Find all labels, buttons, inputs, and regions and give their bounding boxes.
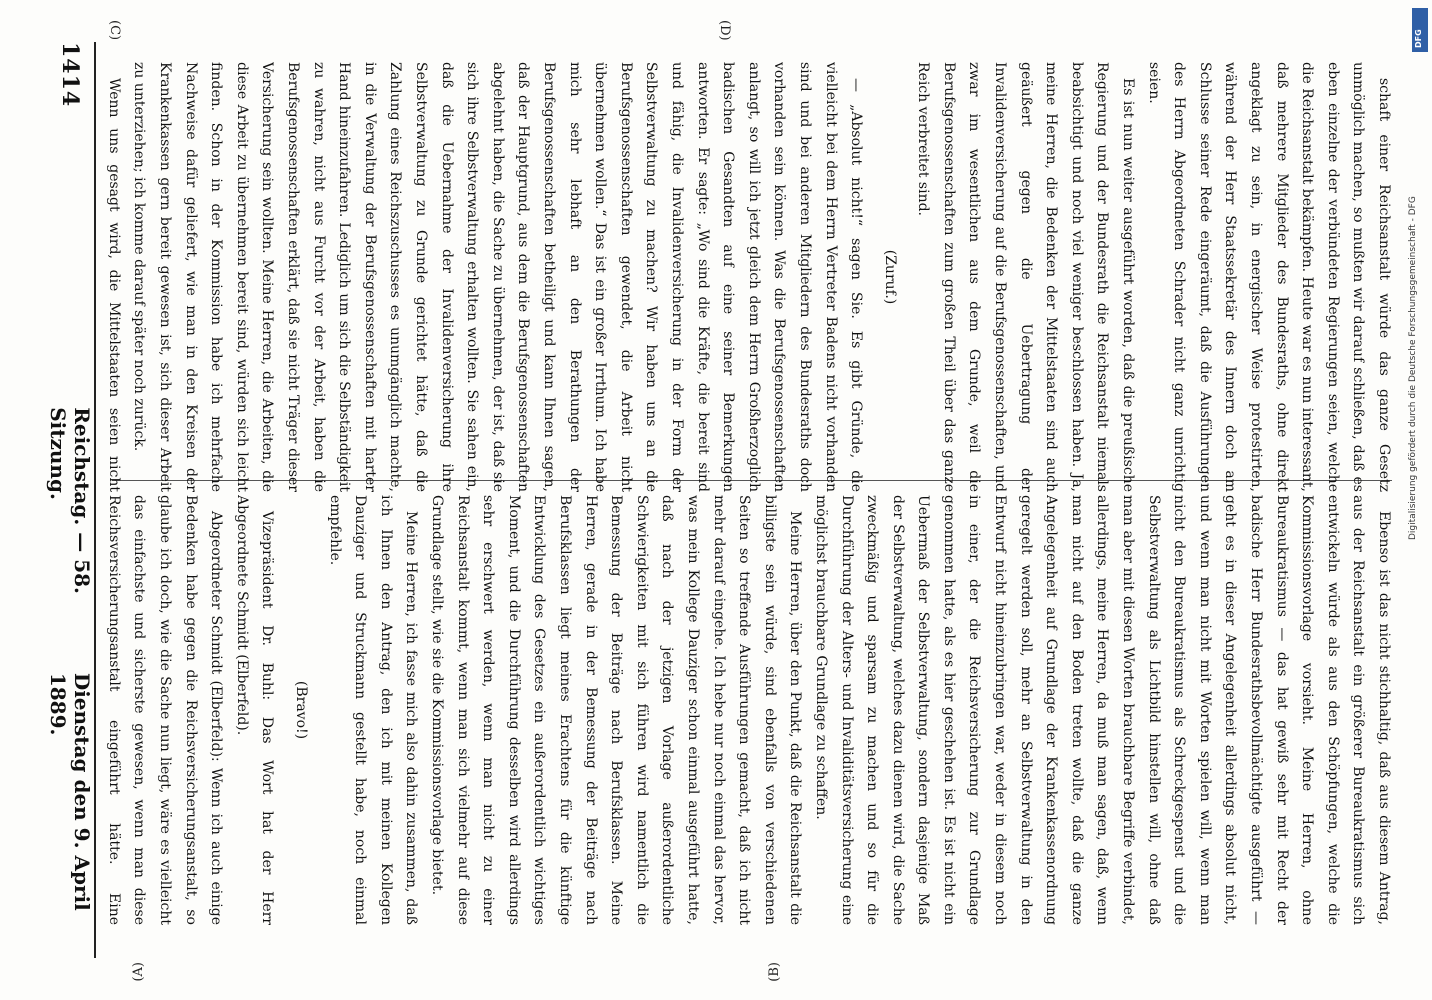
dfg-logo: DFG (1412, 8, 1428, 52)
header-rule (94, 42, 96, 958)
paragraph: Meine Herren, ich fasse mich also dahin zusammen, daß ich Ihnen den Antrag, den ich mit meinen Kollegen Dauziger und Struckmann gestellt habe, noch einmal empfehle. (326, 495, 420, 925)
paragraph: Es ist nun weiter ausgeführt worden, daß die preußische Regierung und der Bundesrath die Reichsanstalt niemals beabsichtigt und noch viel weniger beschlossen haben. Ja, meine Herren, die Bedenken der Mittelstaaten sind auch geäußert gegen die Uebertragung der Invalidenversicherung auf die Berufsgenossenschaften, und zwar im wesentlichen aus dem Grunde, weil die Berufsgenossenschaften zum großen Theil über das ganze Reich verbreitet sind. (915, 62, 1137, 492)
paragraph: Meine Herren, über den Punkt, daß die Reichsanstalt die billigste sein würde, sind ebenfalls von verschiedenen Seiten so treffende Ausführungen gemacht, daß ich nicht mehr darauf eingehe. Ich hebe nur noch einmal das hervor, was mein Kollege Dauziger schon einmal ausgeführt hatte, daß nach der jetzigen Vorlage außerordentliche Schwierigkeiten mit sich führen wird namentlich die Bemessung der Beiträge nach Berufsklassen. Meine Herren, gerade in der Bemessung der Beiträge nach Berufsklassen liegt meines Erachtens für die künftige Entwicklung des Gesetzes ein außerordentlich wichtiges Moment, und die Durchführung desselben wird allerdings sehr erschwert werden, wenn man nicht zu einer Reichsanstalt kommt, wenn man sich vielmehr auf diese Grundlage stellt, wie sie die Kommissionsvorlage bietet. (429, 495, 804, 925)
margin-marker-a: (A) (131, 962, 146, 982)
margin-marker-c: (C) (107, 20, 122, 41)
interjection-zuruf: (Zuruf.) (881, 249, 898, 305)
header-title-left: Reichstag. — 58. Sitzung. (46, 407, 94, 595)
paragraph: — „Absolut nicht!“ sagen Sie. Es gibt Gründe, die vielleicht bei dem Herrn Vertreter Badens nicht vorhanden sind und bei anderen Mitgliedern des Bundesraths doch vorhanden sein können. Was die Berufsgenossenschaften anlangt, so will ich jetzt gleich dem Herrn Großherzoglich badischen Gesandten auf eine seiner Bemerkungen antworten. Er sagte: „Wo sind die Kräfte, die bereit sind und fähig, die Invalidenversicherung in der Form der Selbstverwaltung zu machen? Wir haben uns an die Berufsgenossenschaften gewendet, die Arbeit nicht übernehmen wollen.“ Das ist ein großer Irrthum. Ich habe mich sehr lebhaft an den Berathungen der Berufsgenossenschaften betheiligt und kann Ihnen sagen, daß der Hauptgrund, aus dem die Berufsgenossenschaften abgelehnt haben, die Sache zu übernehmen, der ist, daß sie sich ihre Selbstverwaltung erhalten wollten. Sie sahen ein, daß die Uebernahme der Invalidenversicherung ihre Selbstverwaltung zu Grunde gerichtet hätte, daß die Zahlung eines Reichszuschusses es unumgänglich machte, in die Verwaltung der Berufsgenossenschaften mit harter Hand hineinzufahren. Lediglich um sich die Selbständigkeit zu wahren, nicht aus Furcht vor der Arbeit, haben die Berufsgenossenschaften erklärt, daß sie nicht Träger dieser Versicherung sein wollten. Meine Herren, die Arbeiten, die diese Arbeit zu übernehmen bereit sind, würden sich leicht finden. Schon in der Kommission habe ich mehrfache Nachweise dafür geliefert, wie man in den Kreisen der Krankenkassen gern bereit gewesen ist, sich dieser Arbeit zu unterziehen; ich komme darauf später noch zurück. (131, 62, 865, 492)
paragraph: Wenn uns gesagt wird, die Mittelstaaten seien nicht (106, 78, 122, 492)
paragraph: schaft einer Reichsanstalt würde das ganze Gesetz unmöglich machen, so mußten wir darauf schließen, daß es eben einzelne der verbündeten Regierungen seien, welche die Reichsanstalt bekämpfen. Heute war es nun interessant, daß mehrere Mitglieder des Bundesraths, ohne direkt angeklagt zu sein, in energischer Weise protestirten, während der Herr Staatssekretär des Innern doch am Schlusse seiner Rede eingeräumt, daß die Ausführungen des Herrn Abgeordneten Schrader nicht ganz unrichtig seien. (1145, 62, 1392, 492)
margin-marker-d: (D) (717, 20, 732, 41)
left-column (106, 495, 1396, 925)
page-header (46, 42, 94, 958)
paragraph: Abgeordneter Schmidt (Elberfeld): Wenn ich auch einige Bedenken habe gegen die Reichsversicherungsanstalt, so glaube ich doch, wie die Sache nun liegt, wäre es vielleicht das einfachste und sicherste gewesen, wenn man diese Reichsversicherungsanstalt eingeführt hätte. Eine (106, 495, 225, 925)
page-number: 1414 (57, 42, 83, 108)
margin-marker-b: (B) (767, 962, 782, 982)
dfg-credit-text: Digitalisierung gefördert durch die Deutsche Forschungsgemeinschaft - DFG (1408, 196, 1418, 540)
right-column (106, 62, 1396, 492)
speaker-announcement: Vizepräsident Dr. Buhl: Das Wort hat der Herr Abgeordnete Schmidt (Elberfeld). (233, 495, 276, 925)
interjection-bravo: (Bravo!) (293, 680, 310, 740)
header-title-right: Dienstag den 9. April 1889. (46, 672, 94, 911)
paragraph: Ebenso ist das nicht stichhaltig, daß aus diesem Antrag, aus der Reichsanstalt ein größerer Bureaukratismus sich entwickeln würde als aus den Schöpfungen, welche die Kommissionsvorlage vorsieht. Meine Herren, ohne Bureaukratismus — das hat gewiß sehr mit Recht der badische Herr Bundesrathsbevollmächtigte ausgeführt — geht es in dieser Angelegenheit allerdings absolut nicht, und wenn man nicht mit Worten spielen will, wenn man nicht den Bureaukratismus als Schreckgespenst und die Selbstverwaltung als Lichtbild hinstellen will, ohne daß man aber mit diesen Worten brauchbare Begriffe verbindet, allerdings, meine Herren, da muß man sagen, daß, wenn man nicht auf den Boden treten wollte, daß die ganze Angelegenheit auf Grundlage der Krankenkassenordnung geregelt werden soll, mehr an Selbstverwaltung in den Entwurf nicht hineinzubringen war, weder in diesem noch in einer, der die Reichsversicherung zur Grundlage genommen hatte, als es hier geschehen ist. Es ist nicht ein Uebermaß der Selbstverwaltung, sondern dasjenige Maß der Selbstverwaltung, welches dazu dienen wird, die Sache zweckmäßig und sparsam zu machen und so für die Durchführung der Alters- und Invaliditätsversicherung eine möglichst brauchbare Grundlage zu schaffen. (812, 495, 1392, 925)
